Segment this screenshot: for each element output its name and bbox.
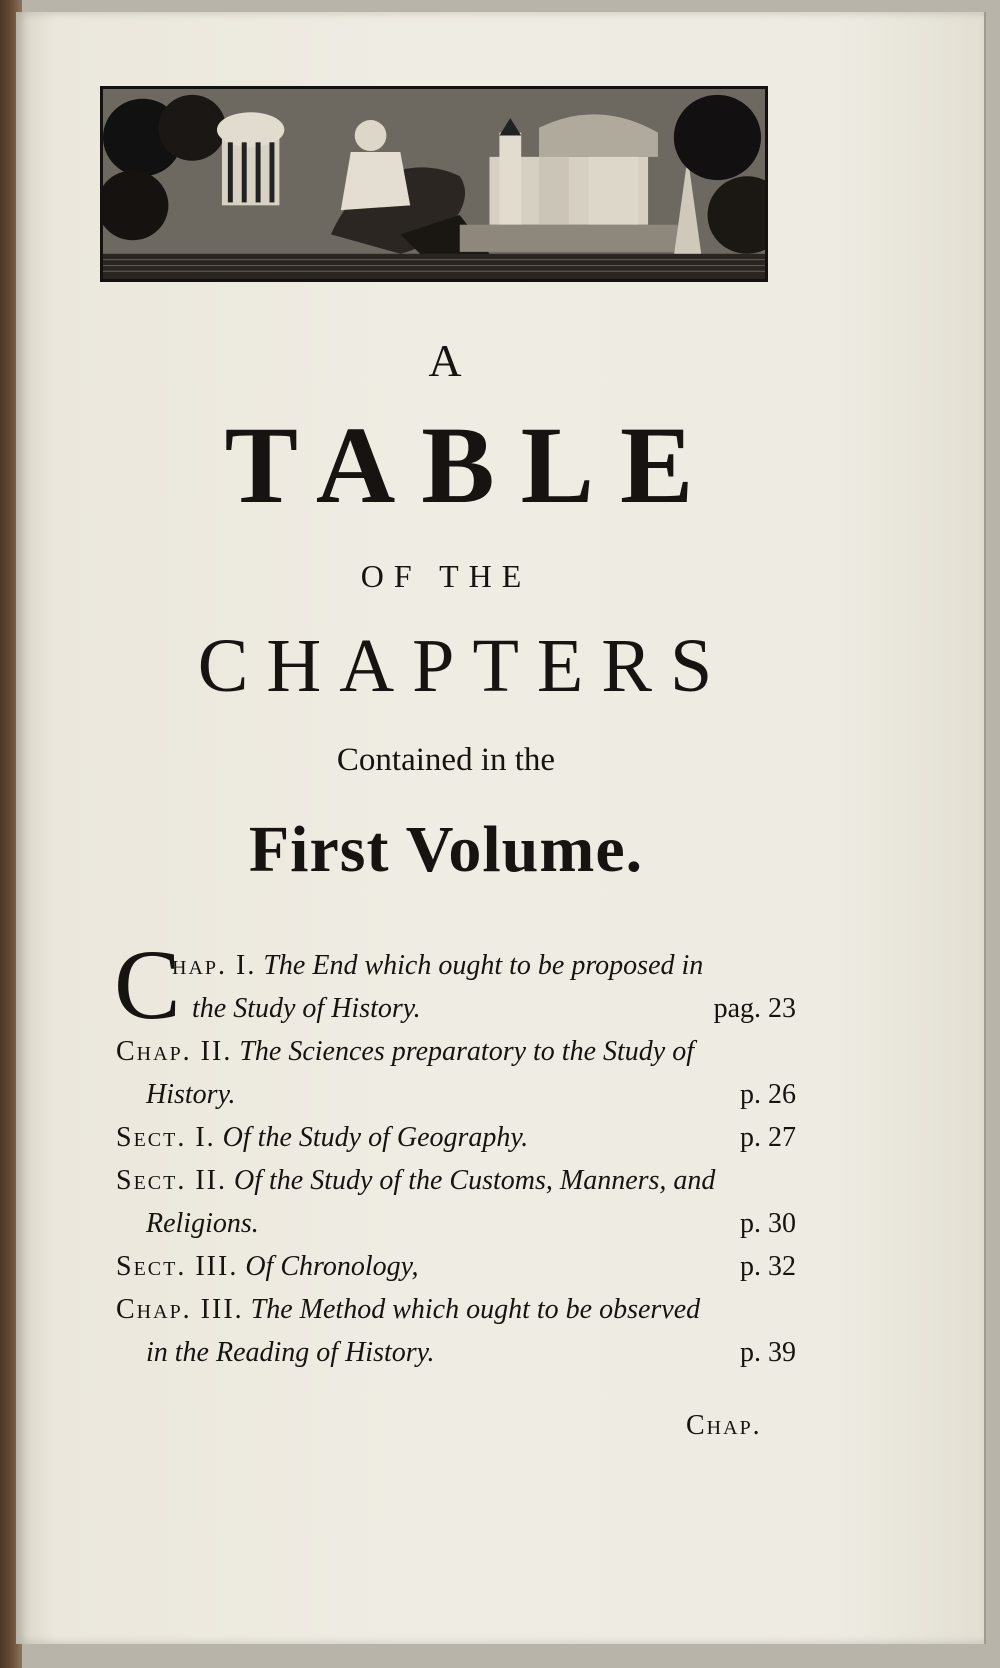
toc-title-cont: in the Reading of History.	[146, 1337, 435, 1368]
title-article: A	[428, 335, 464, 386]
drop-cap: C	[114, 929, 181, 1040]
toc-label: Chap. III.	[116, 1294, 244, 1325]
toc-page: p. 27	[740, 1122, 796, 1153]
toc-page: p. 26	[740, 1079, 796, 1110]
title-of-the: OF THE	[360, 558, 532, 594]
toc-label: Sect. I.	[116, 1122, 216, 1153]
toc-page: p. 39	[740, 1337, 796, 1368]
toc-title: Of the Study of Geography.	[222, 1122, 529, 1153]
toc-entry-chap-3	[116, 1288, 796, 1374]
toc-title: The Sciences preparatory to the Study of	[239, 1036, 694, 1067]
toc-title: Of Chronology,	[245, 1251, 419, 1282]
toc-entry-sect-2	[116, 1159, 796, 1245]
toc-title: Of the Study of the Customs, Manners, and	[234, 1165, 716, 1196]
toc-entry-sect-3	[116, 1245, 796, 1288]
title-contained: Contained in the	[336, 742, 556, 778]
book-page	[16, 12, 986, 1644]
toc-label: Sect. II.	[116, 1165, 227, 1196]
toc-entry-chap-2	[116, 1030, 796, 1116]
toc-entry-sect-1	[116, 1116, 796, 1159]
toc-entry-chap-1	[114, 929, 796, 1040]
toc-label: Sect. III.	[116, 1251, 239, 1282]
toc-title-cont: History.	[146, 1079, 236, 1110]
woodcut-headpiece	[100, 86, 768, 282]
title-table: TABLE	[224, 404, 720, 526]
table-of-contents	[114, 929, 796, 1374]
title-chapters: CHAPTERS	[197, 624, 731, 708]
toc-title: The End which ought to be proposed in	[263, 950, 704, 981]
toc-title-cont: Religions.	[146, 1208, 259, 1239]
toc-page: pag. 23	[713, 993, 796, 1024]
toc-page: p. 32	[740, 1251, 796, 1282]
catchword: Chap.	[686, 1410, 762, 1441]
toc-title-cont: the Study of History.	[192, 993, 421, 1024]
toc-title: The Method which ought to be observed	[250, 1294, 701, 1325]
toc-label: Chap. II.	[116, 1036, 233, 1067]
title-volume: First Volume.	[248, 813, 644, 886]
toc-page: p. 30	[740, 1208, 796, 1239]
toc-label: hap. I.	[172, 950, 257, 981]
